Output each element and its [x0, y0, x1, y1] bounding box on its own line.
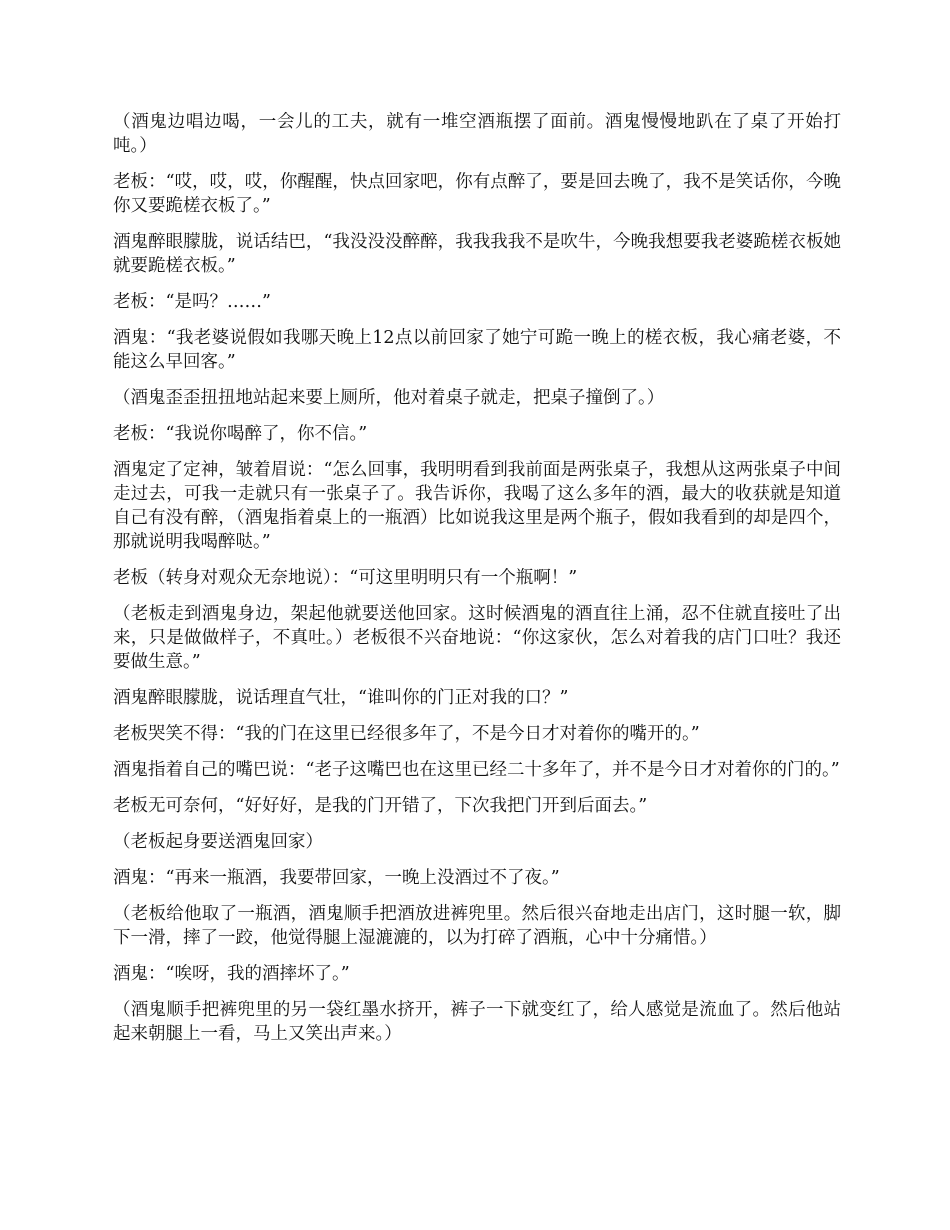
paragraph: 老板无可奈何，“好好好，是我的门开错了，下次我把门开到后面去。”: [113, 796, 648, 816]
paragraph: （老板起身要送酒鬼回家）: [113, 832, 323, 852]
paragraph: （酒鬼歪歪扭扭地站起来要上厕所，他对着桌子就走，把桌子撞倒了。）: [113, 388, 665, 408]
paragraph: 老板（转身对观众无奈地说）：“可这里明明只有一个瓶啊！”: [113, 568, 578, 588]
paragraph: （酒鬼边唱边喝，一会儿的工夫，就有一堆空酒瓶摆了面前。酒鬼慢慢地趴在了桌了开始打吨。）: [113, 112, 841, 156]
paragraph: （老板走到酒鬼身边，架起他就要送他回家。这时候酒鬼的酒直往上涌，忍不住就直接吐了出来，只是做做样子，不真吐。）老板很不兴奋地说：“你这家伙，怎么对着我的店门口吐？我还要做生意。”: [113, 604, 841, 672]
paragraph: 酒鬼：“我老婆说假如我哪天晚上12点以前回家了她宁可跪一晚上的槎衣板，我心痛老婆，不能这么早回客。”: [113, 328, 841, 372]
paragraph: 酒鬼指着自己的嘴巴说：“老子这嘴巴也在这里已经二十多年了，并不是今日才对着你的门的。”: [113, 760, 840, 780]
paragraph: 老板：“哎，哎，哎，你醒醒，快点回家吧，你有点醉了，要是回去晚了，我不是笑话你，今晚你又要跪槎衣板了。”: [113, 172, 841, 216]
paragraph: 酒鬼：“再来一瓶酒，我要带回家，一晚上没酒过不了夜。”: [113, 868, 560, 888]
paragraph: 老板哭笑不得：“我的门在这里已经很多年了，不是今日才对着你的嘴开的。”: [113, 724, 700, 744]
paragraph: 酒鬼醉眼朦胧，说话结巴，“我没没没醉醉，我我我我不是吹牛，今晚我想要我老婆跪槎衣板她就要跪槎衣板。”: [113, 232, 841, 276]
paragraph: 老板：“是吗？……”: [113, 292, 271, 312]
document-body: [113, 110, 841, 1058]
paragraph: 老板：“我说你喝醉了，你不信。”: [113, 424, 368, 444]
paragraph: （酒鬼顺手把裤兜里的另一袋红墨水挤开，裤子一下就变红了，给人感觉是流血了。然后他站起来朝腿上一看，马上又笑出声来。）: [113, 1000, 841, 1044]
paragraph: （老板给他取了一瓶酒，酒鬼顺手把酒放进裤兜里。然后很兴奋地走出店门，这时腿一软，脚下一滑，摔了一跤，他觉得腿上湿漉漉的，以为打碎了酒瓶，心中十分痛惜。）: [113, 904, 841, 948]
paragraph: 酒鬼定了定神，皱着眉说：“怎么回事，我明明看到我前面是两张桌子，我想从这两张桌子中间走过去，可我一走就只有一张桌子了。我告诉你，我喝了这么多年的酒，最大的收获就是知道自己有没有醉，（酒鬼指着桌上的一瓶酒）比如说我这里是两个瓶子，假如我看到的却是四个，那就说明我喝醉哒。”: [113, 460, 841, 552]
paragraph: 酒鬼：“唉呀，我的酒摔坏了。”: [113, 964, 350, 984]
paragraph: 酒鬼醉眼朦胧，说话理直气壮，“谁叫你的门正对我的口？”: [113, 688, 569, 708]
